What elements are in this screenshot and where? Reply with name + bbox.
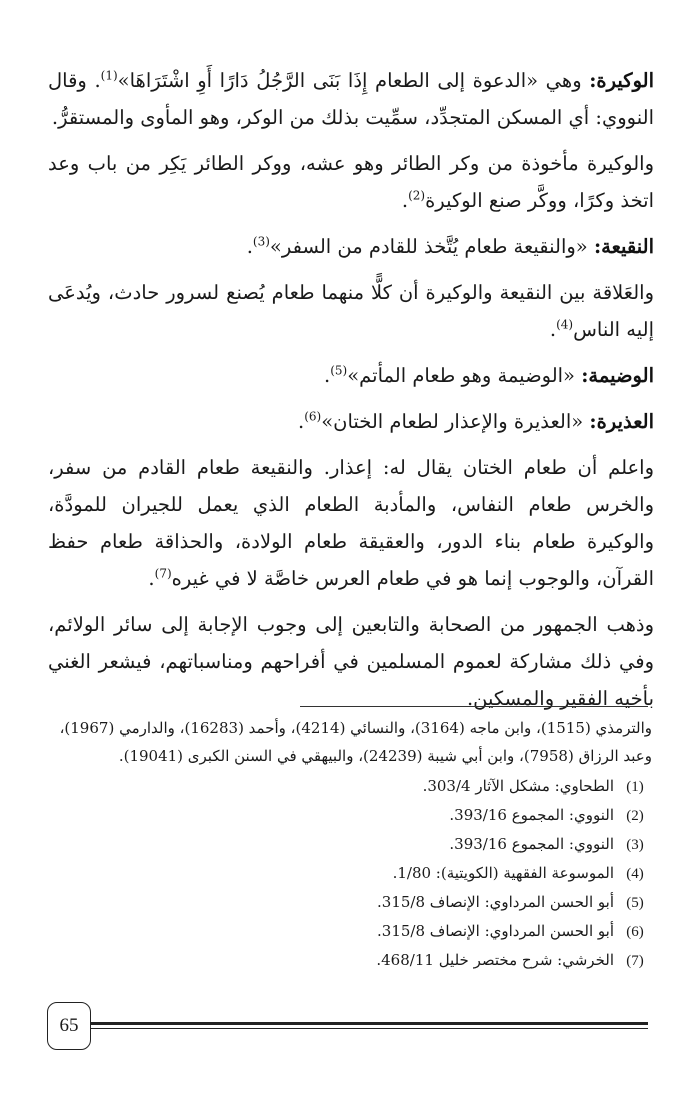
footnote-separator bbox=[300, 706, 648, 707]
footnote-text: الموسوعة الفقهية (الكويتية): 1/80. bbox=[392, 864, 614, 882]
term-naqia: النقيعة: bbox=[593, 235, 654, 258]
footnote-ref-4[interactable]: (4) bbox=[556, 317, 574, 332]
paragraph-adhira bbox=[48, 403, 654, 440]
paragraph-tail: . bbox=[549, 318, 557, 341]
paragraph-text: والوكيرة مأخوذة من وكر الطائر وهو عشه، ووكر الطائر يَكِر من باب وعد اتخذ وكرًا، ووكَّر صنع الوكيرة bbox=[48, 152, 654, 212]
footnote-number: (7) bbox=[626, 953, 644, 969]
footnotes bbox=[48, 714, 652, 975]
footnote-item bbox=[48, 830, 652, 859]
footnote-number: (3) bbox=[626, 837, 644, 853]
term-wadima: الوضيمة: bbox=[581, 364, 654, 387]
footnote-ref-5[interactable]: (5) bbox=[330, 363, 348, 378]
footnote-number: (1) bbox=[626, 779, 644, 795]
footnote-continuation: والترمذي (1515)، وابن ماجه (3164)، والنسائي (4214)، وأحمد (16283)، والدارمي (1967)، وعبد الرزاق (7958)، وابن أبي شيبة (24239)، والبيهقي في السنن الكبرى (19041). bbox=[59, 719, 652, 765]
bottom-rule-thin bbox=[89, 1028, 648, 1029]
footnote-item bbox=[48, 888, 652, 917]
paragraph-walima-wakira bbox=[48, 62, 654, 136]
paragraph-text: والعَلاقة بين النقيعة والوكيرة أن كلًّا منهما طعام يُصنع لسرور حادث، ويُدعَى إليه الناس bbox=[48, 281, 654, 341]
footnote-ref-2[interactable]: (2) bbox=[408, 188, 426, 203]
paragraph-relation bbox=[48, 274, 654, 348]
footnote-ref-7[interactable]: (7) bbox=[154, 566, 172, 581]
paragraph-majority-view bbox=[48, 606, 654, 717]
footnote-item bbox=[48, 946, 652, 975]
paragraph-tail: . bbox=[401, 189, 409, 212]
footnote-ref-6[interactable]: (6) bbox=[304, 409, 322, 424]
paragraph-wakira-origin bbox=[48, 145, 654, 219]
footnote-number: (2) bbox=[626, 808, 644, 824]
footnote-item bbox=[48, 859, 652, 888]
footnote-number: (4) bbox=[626, 866, 644, 882]
paragraph-text: «الوضيمة وهو طعام المأتم» bbox=[347, 364, 582, 387]
paragraph-text: «العذيرة والإعذار لطعام الختان» bbox=[321, 410, 590, 433]
page-number: 65 bbox=[47, 1002, 91, 1050]
footnote-text: أبو الحسن المرداوي: الإنصاف 315/8. bbox=[377, 893, 614, 911]
footnote-item bbox=[48, 917, 652, 946]
paragraph-naqia bbox=[48, 228, 654, 265]
paragraph-tail: . وقال النووي: أي المسكن المتجدِّد، سمِّيت بذلك من الوكر، وهو المأوى والمستقرُّ. bbox=[48, 69, 654, 129]
footnote-number: (6) bbox=[626, 924, 644, 940]
paragraph-text: وذهب الجمهور من الصحابة والتابعين إلى وجوب الإجابة إلى سائر الولائم، وفي ذلك مشاركة لعموم المسلمين في أفراحهم ومناسباتهم، فيشعر الغني بأخيه الفقير والمسكين. bbox=[48, 613, 654, 710]
footnote-list bbox=[48, 772, 652, 975]
footnote-ref-3[interactable]: (3) bbox=[252, 234, 270, 249]
footnote-text: الطحاوي: مشكل الآثار 303/4. bbox=[422, 777, 614, 795]
term-adhira: العذيرة: bbox=[589, 410, 654, 433]
footnote-text: النووي: المجموع 393/16. bbox=[449, 835, 614, 853]
footnote-number: (5) bbox=[626, 895, 644, 911]
paragraph-tail: . bbox=[297, 410, 305, 433]
paragraph-text: وهي «الدعوة إلى الطعام إِذَا بَنَى الرَّجُلُ دَارًا أَوِ اشْتَرَاهَا» bbox=[117, 69, 590, 92]
paragraph-tail: . bbox=[246, 235, 253, 258]
footnote-ref-1[interactable]: (1) bbox=[100, 68, 118, 83]
paragraph-tail: . bbox=[148, 567, 155, 590]
paragraph-feast-types bbox=[48, 449, 654, 597]
paragraph-text: «والنقيعة طعام يُتَّخذ للقادم من السفر» bbox=[269, 235, 594, 258]
paragraph-tail: . bbox=[324, 364, 331, 387]
term-wakira: الوكيرة: bbox=[589, 69, 655, 92]
footnote-item bbox=[48, 772, 652, 801]
page-body bbox=[48, 62, 654, 726]
footnote-text: أبو الحسن المرداوي: الإنصاف 315/8. bbox=[377, 922, 614, 940]
paragraph-wadima bbox=[48, 357, 654, 394]
footnote-text: الخرشي: شرح مختصر خليل 468/11. bbox=[376, 951, 614, 969]
bottom-rule bbox=[89, 1022, 648, 1025]
footnote-text: النووي: المجموع 393/16. bbox=[449, 806, 614, 824]
paragraph-text: واعلم أن طعام الختان يقال له: إعذار. والنقيعة طعام القادم من سفر، والخرس طعام النفاس، والمأدبة الطعام الذي يعمل للجيران للمودَّة، والوكيرة طعام بناء الدور، والعقيقة طعام الولادة، والحذاقة طعام حفظ القرآن، والوجوب إنما هو في طعام العرس خاصَّة لا في غيره bbox=[48, 456, 654, 590]
footnote-item bbox=[48, 801, 652, 830]
